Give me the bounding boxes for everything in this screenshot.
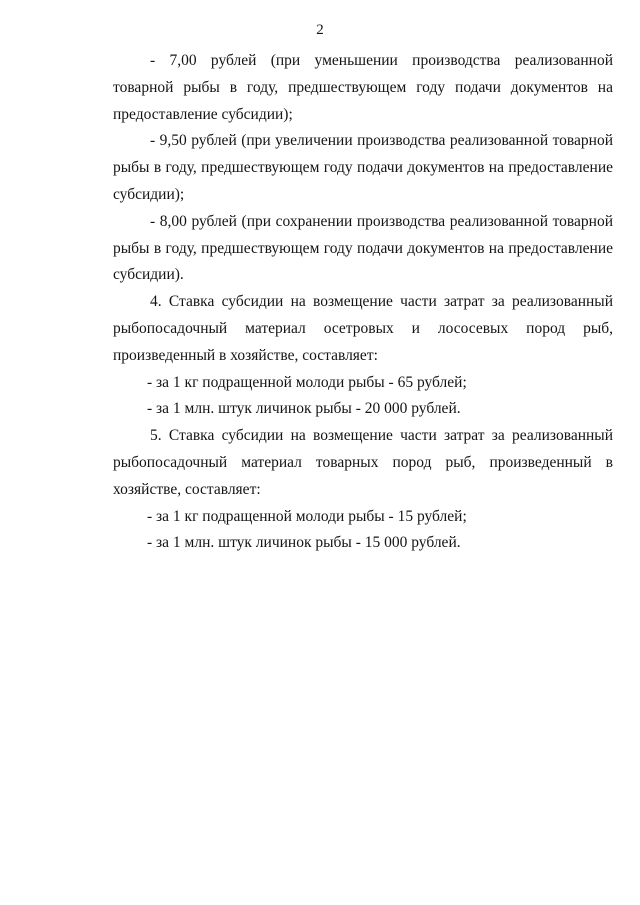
- document-body: [113, 48, 613, 557]
- clause-5-item-juveniles: - за 1 кг подращенной молоди рыбы - 15 рублей;: [147, 507, 467, 525]
- clause-5-paragraph: 5. Ставка субсидии на возмещение части затрат за реализованный рыбопосадочный материал товарных пород рыб, произведенный в хозяйстве, составляет:: [113, 427, 613, 498]
- clause-4-item-juveniles: - за 1 кг подращенной молоди рыбы - 65 рублей;: [147, 373, 467, 391]
- page-number: 2: [316, 22, 324, 38]
- clause-4-item-larvae: - за 1 млн. штук личинок рыбы - 20 000 рублей.: [147, 400, 461, 418]
- clause-4-paragraph: 4. Ставка субсидии на возмещение части затрат за реализованный рыбопосадочный материал осетровых и лососевых пород рыб, произведенный в хозяйстве, составляет:: [113, 293, 613, 364]
- rate-paragraph-increase: - 9,50 рублей (при увеличении производства реализованной товарной рыбы в году, предшествующем году подачи документов на предоставление субсидии);: [113, 132, 613, 203]
- clause-5-item-larvae: - за 1 млн. штук личинок рыбы - 15 000 рублей.: [147, 534, 461, 552]
- rate-paragraph-decrease: - 7,00 рублей (при уменьшении производства реализованной товарной рыбы в году, предшествующем году подачи документов на предоставление субсидии);: [113, 52, 613, 123]
- rate-paragraph-maintain: - 8,00 рублей (при сохранении производства реализованной товарной рыбы в году, предшествующем году подачи документов на предоставление субсидии).: [113, 212, 613, 284]
